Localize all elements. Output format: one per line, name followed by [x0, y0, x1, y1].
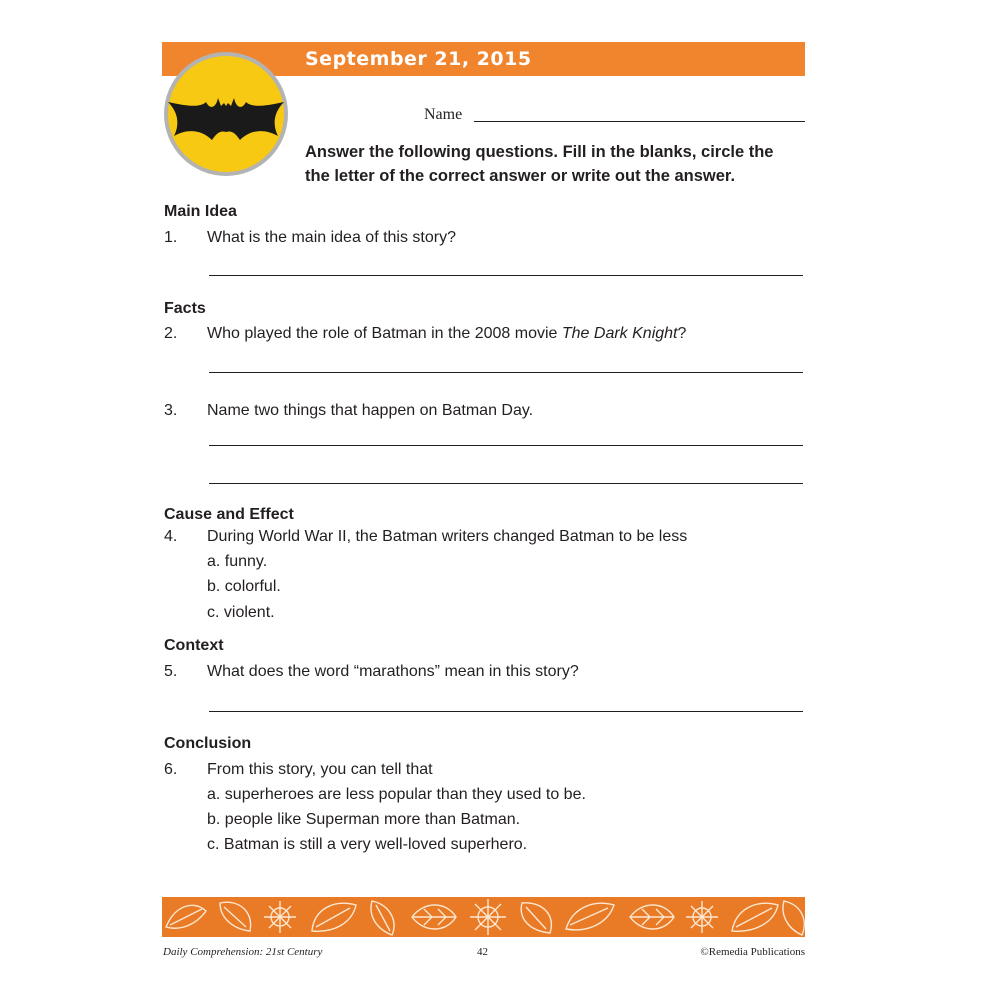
date-title: September 21, 2015 — [305, 48, 532, 70]
page-number: 42 — [477, 946, 488, 958]
footer-book-title: Daily Comprehension: 21st Century — [163, 946, 323, 958]
footer-publisher: ©Remedia Publications — [700, 946, 805, 958]
question-text-part: Who played the role of Batman in the 2008 movie — [207, 325, 562, 342]
instructions-line: the letter of the correct answer or write out the answer. — [305, 167, 736, 185]
question-text-part: ? — [677, 325, 687, 342]
answer-option[interactable]: b. people like Superman more than Batman. — [207, 811, 521, 828]
answer-line[interactable] — [209, 711, 803, 712]
section-heading-facts: Facts — [164, 300, 206, 317]
question-number: 5. — [164, 663, 178, 680]
instructions-line: Answer the following questions. Fill in the blanks, circle the — [305, 143, 774, 161]
answer-line[interactable] — [209, 372, 803, 373]
name-field[interactable] — [424, 104, 806, 128]
question-number: 1. — [164, 229, 178, 246]
question-number: 2. — [164, 325, 178, 342]
leaf-pattern-banner — [162, 897, 805, 937]
answer-option[interactable]: b. colorful. — [207, 578, 281, 595]
answer-option[interactable]: c. Batman is still a very well-loved superhero. — [207, 836, 528, 853]
answer-line[interactable] — [209, 275, 803, 276]
section-heading-conclusion: Conclusion — [164, 735, 252, 752]
answer-line[interactable] — [209, 445, 803, 446]
section-heading-context: Context — [164, 637, 224, 654]
answer-line[interactable] — [209, 483, 803, 484]
leaf-pattern-icon — [162, 897, 805, 937]
question-text — [207, 324, 686, 344]
movie-title: The Dark Knight — [561, 325, 678, 342]
question-number: 6. — [164, 761, 178, 778]
bat-logo-icon — [162, 50, 290, 178]
question-number: 4. — [164, 528, 178, 545]
instructions — [305, 140, 805, 188]
answer-option[interactable]: c. violent. — [207, 604, 275, 621]
question-text: What does the word “marathons” mean in this story? — [207, 663, 579, 680]
question-text: What is the main idea of this story? — [207, 229, 456, 246]
name-label: Name — [424, 106, 463, 123]
answer-option[interactable]: a. superheroes are less popular than they used to be. — [207, 786, 586, 803]
question-text: Name two things that happen on Batman Day. — [207, 402, 534, 419]
question-text: From this story, you can tell that — [207, 761, 433, 778]
question-text: During World War II, the Batman writers changed Batman to be less — [207, 528, 688, 545]
question-number: 3. — [164, 402, 178, 419]
section-heading-cause-effect: Cause and Effect — [164, 506, 294, 523]
name-blank-line[interactable] — [474, 121, 805, 122]
answer-option[interactable]: a. funny. — [207, 553, 268, 570]
section-heading-main-idea: Main Idea — [164, 203, 237, 220]
